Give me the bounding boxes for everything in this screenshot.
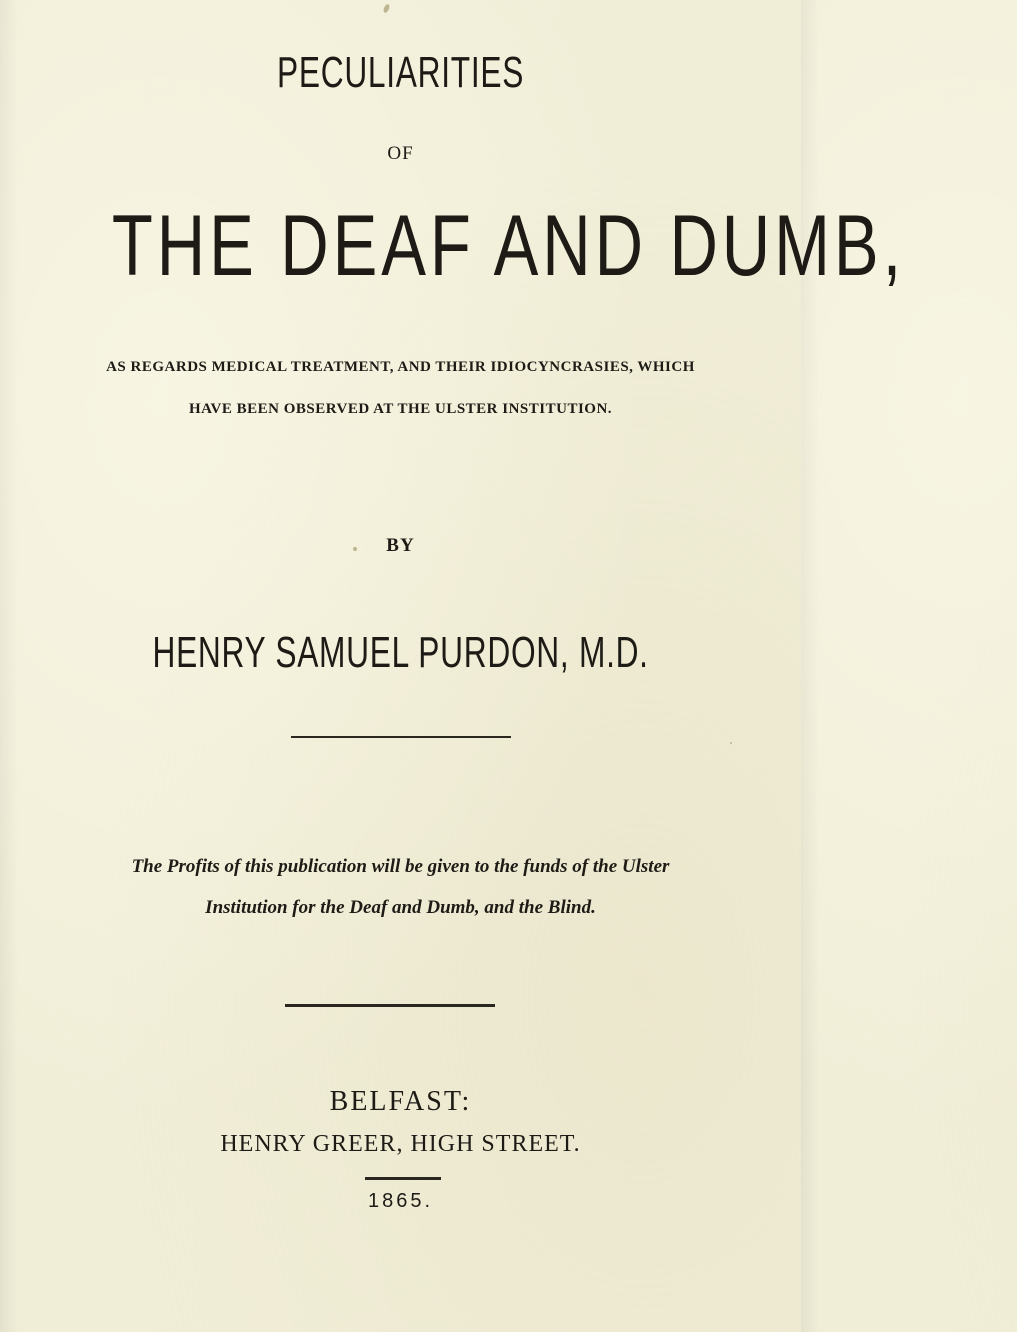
- title-of-text: OF: [387, 143, 414, 164]
- author-name: [0, 628, 801, 678]
- paper-speck: [730, 742, 732, 744]
- profits-note-line-2-text: Institution for the Deaf and Dumb, and the Blind.: [205, 897, 596, 918]
- publication-year: [0, 1190, 801, 1213]
- divider-rule-1: [291, 736, 511, 738]
- author-name-text: HENRY SAMUEL PURDON, M.D.: [152, 628, 649, 677]
- paper-speck: [382, 3, 390, 13]
- divider-rule-3: [365, 1177, 441, 1180]
- subtitle-line-2: [0, 400, 801, 418]
- publisher-name: [0, 1131, 801, 1158]
- publication-year-text: 1865.: [367, 1190, 434, 1212]
- title-peculiarities-text: PECULIARITIES: [276, 48, 525, 97]
- profits-note-line-2: [0, 897, 801, 919]
- profits-note-line-1: [0, 856, 801, 878]
- subtitle-line-1-text: AS REGARDS MEDICAL TREATMENT, AND THEIR IDIOCYNCRASIES, WHICH: [106, 359, 695, 375]
- publisher-city-text: BELFAST:: [329, 1086, 472, 1117]
- title-main-text: THE DEAF AND DUMB,: [111, 198, 906, 294]
- divider-rule-2: [285, 1004, 495, 1007]
- paper-speck: [353, 547, 357, 551]
- profits-note-line-1-text: The Profits of this publication will be given to the funds of the Ulster: [131, 856, 670, 877]
- title-line-of: [0, 143, 801, 165]
- publisher-city: [0, 1086, 801, 1118]
- byline-text: BY: [386, 535, 415, 556]
- subtitle-line-2-text: HAVE BEEN OBSERVED AT THE ULSTER INSTITUTION.: [188, 401, 613, 417]
- subtitle-line-1: [0, 358, 801, 376]
- title-line-peculiarities: [0, 48, 801, 98]
- publisher-name-text: HENRY GREER, HIGH STREET.: [220, 1131, 581, 1157]
- title-line-main: [0, 197, 906, 296]
- byline: [0, 535, 801, 557]
